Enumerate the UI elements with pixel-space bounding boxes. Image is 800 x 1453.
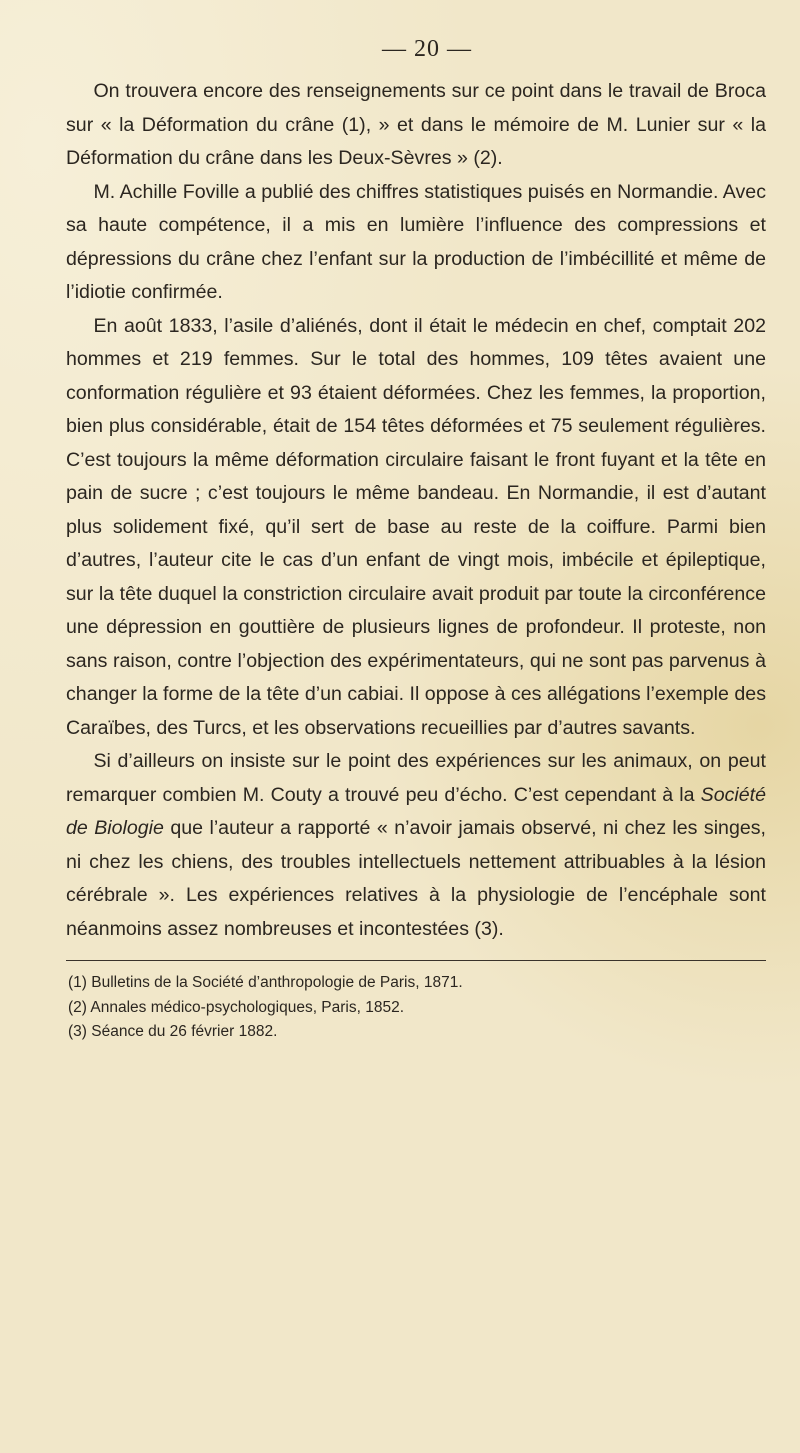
footnote: (3) Séance du 26 février 1882.: [68, 1023, 278, 1040]
paragraph-text: Si d’ailleurs on insiste sur le point des expériences sur les animaux, on peut remarquer combien M. Couty a trouvé peu d’écho. C’est cependant à la: [66, 750, 766, 806]
footnotes: [66, 971, 766, 1045]
footnote: (2) Annales médico-psychologiques, Paris, 1852.: [68, 998, 405, 1016]
paragraph: On trouvera encore des renseignements sur ce point dans le travail de Broca sur « la Déformation du crâne (1), » et dans le mémoire de M. Lunier sur « la Déformation du crâne dans les Deux-Sèvres » (2).: [66, 80, 766, 169]
body-text: [66, 75, 766, 946]
paragraph: [66, 745, 766, 946]
paragraph-text: que l’auteur a rapporté « n’avoir jamais observé, ni chez les singes, ni chez les chiens, des troubles intellectuels nettement attribuables à la lésion cérébrale ». Les expériences relatives à la physiologie de l’encéphale sont néanmoins assez nombreuses et incontestées (3).: [66, 817, 766, 940]
page-number: — 20 —: [382, 36, 472, 62]
footnote: (1) Bulletins de la Société d’anthropologie de Paris, 1871.: [68, 974, 463, 991]
italic-society-name: Société de Biologie: [66, 783, 766, 839]
footnote-divider: [66, 960, 766, 961]
paragraph: M. Achille Foville a publié des chiffres statistiques puisés en Normandie. Avec sa haute compétence, il a mis en lumière l’influence des compressions et dépressions du crâne chez l’enfant sur la production de l’imbécillité et même de l’idiotie confirmée.: [66, 180, 766, 303]
book-page: [66, 36, 766, 1045]
paragraph: En août 1833, l’asile d’aliénés, dont il était le médecin en chef, comptait 202 hommes et 219 femmes. Sur le total des hommes, 109 têtes avaient une conformation régulière et 93 étaient déformées. Chez les femmes, la proportion, bien plus considérable, était de 154 têtes déformées et 75 seulement régulières. C’est toujours la même déformation circulaire faisant le front fuyant et la tête en pain de sucre ; c’est toujours le même bandeau. En Normandie, il est d’autant plus solidement fixé, qu’il sert de base au reste de la coiffure. Parmi bien d’autres, l’auteur cite le cas d’un enfant de vingt mois, imbécile et épileptique, sur la tête duquel la constriction circulaire avait produit par toute la circonférence une dépression en gouttière de plusieurs lignes de profondeur. Il proteste, non sans raison, contre l’objection des expérimentateurs, qui ne sont pas parvenus à changer la forme de la tête d’un cabiai. Il oppose à ces allégations l’exemple des Caraïbes, des Turcs, et les observations recueillies par d’autres savants.: [66, 314, 766, 739]
